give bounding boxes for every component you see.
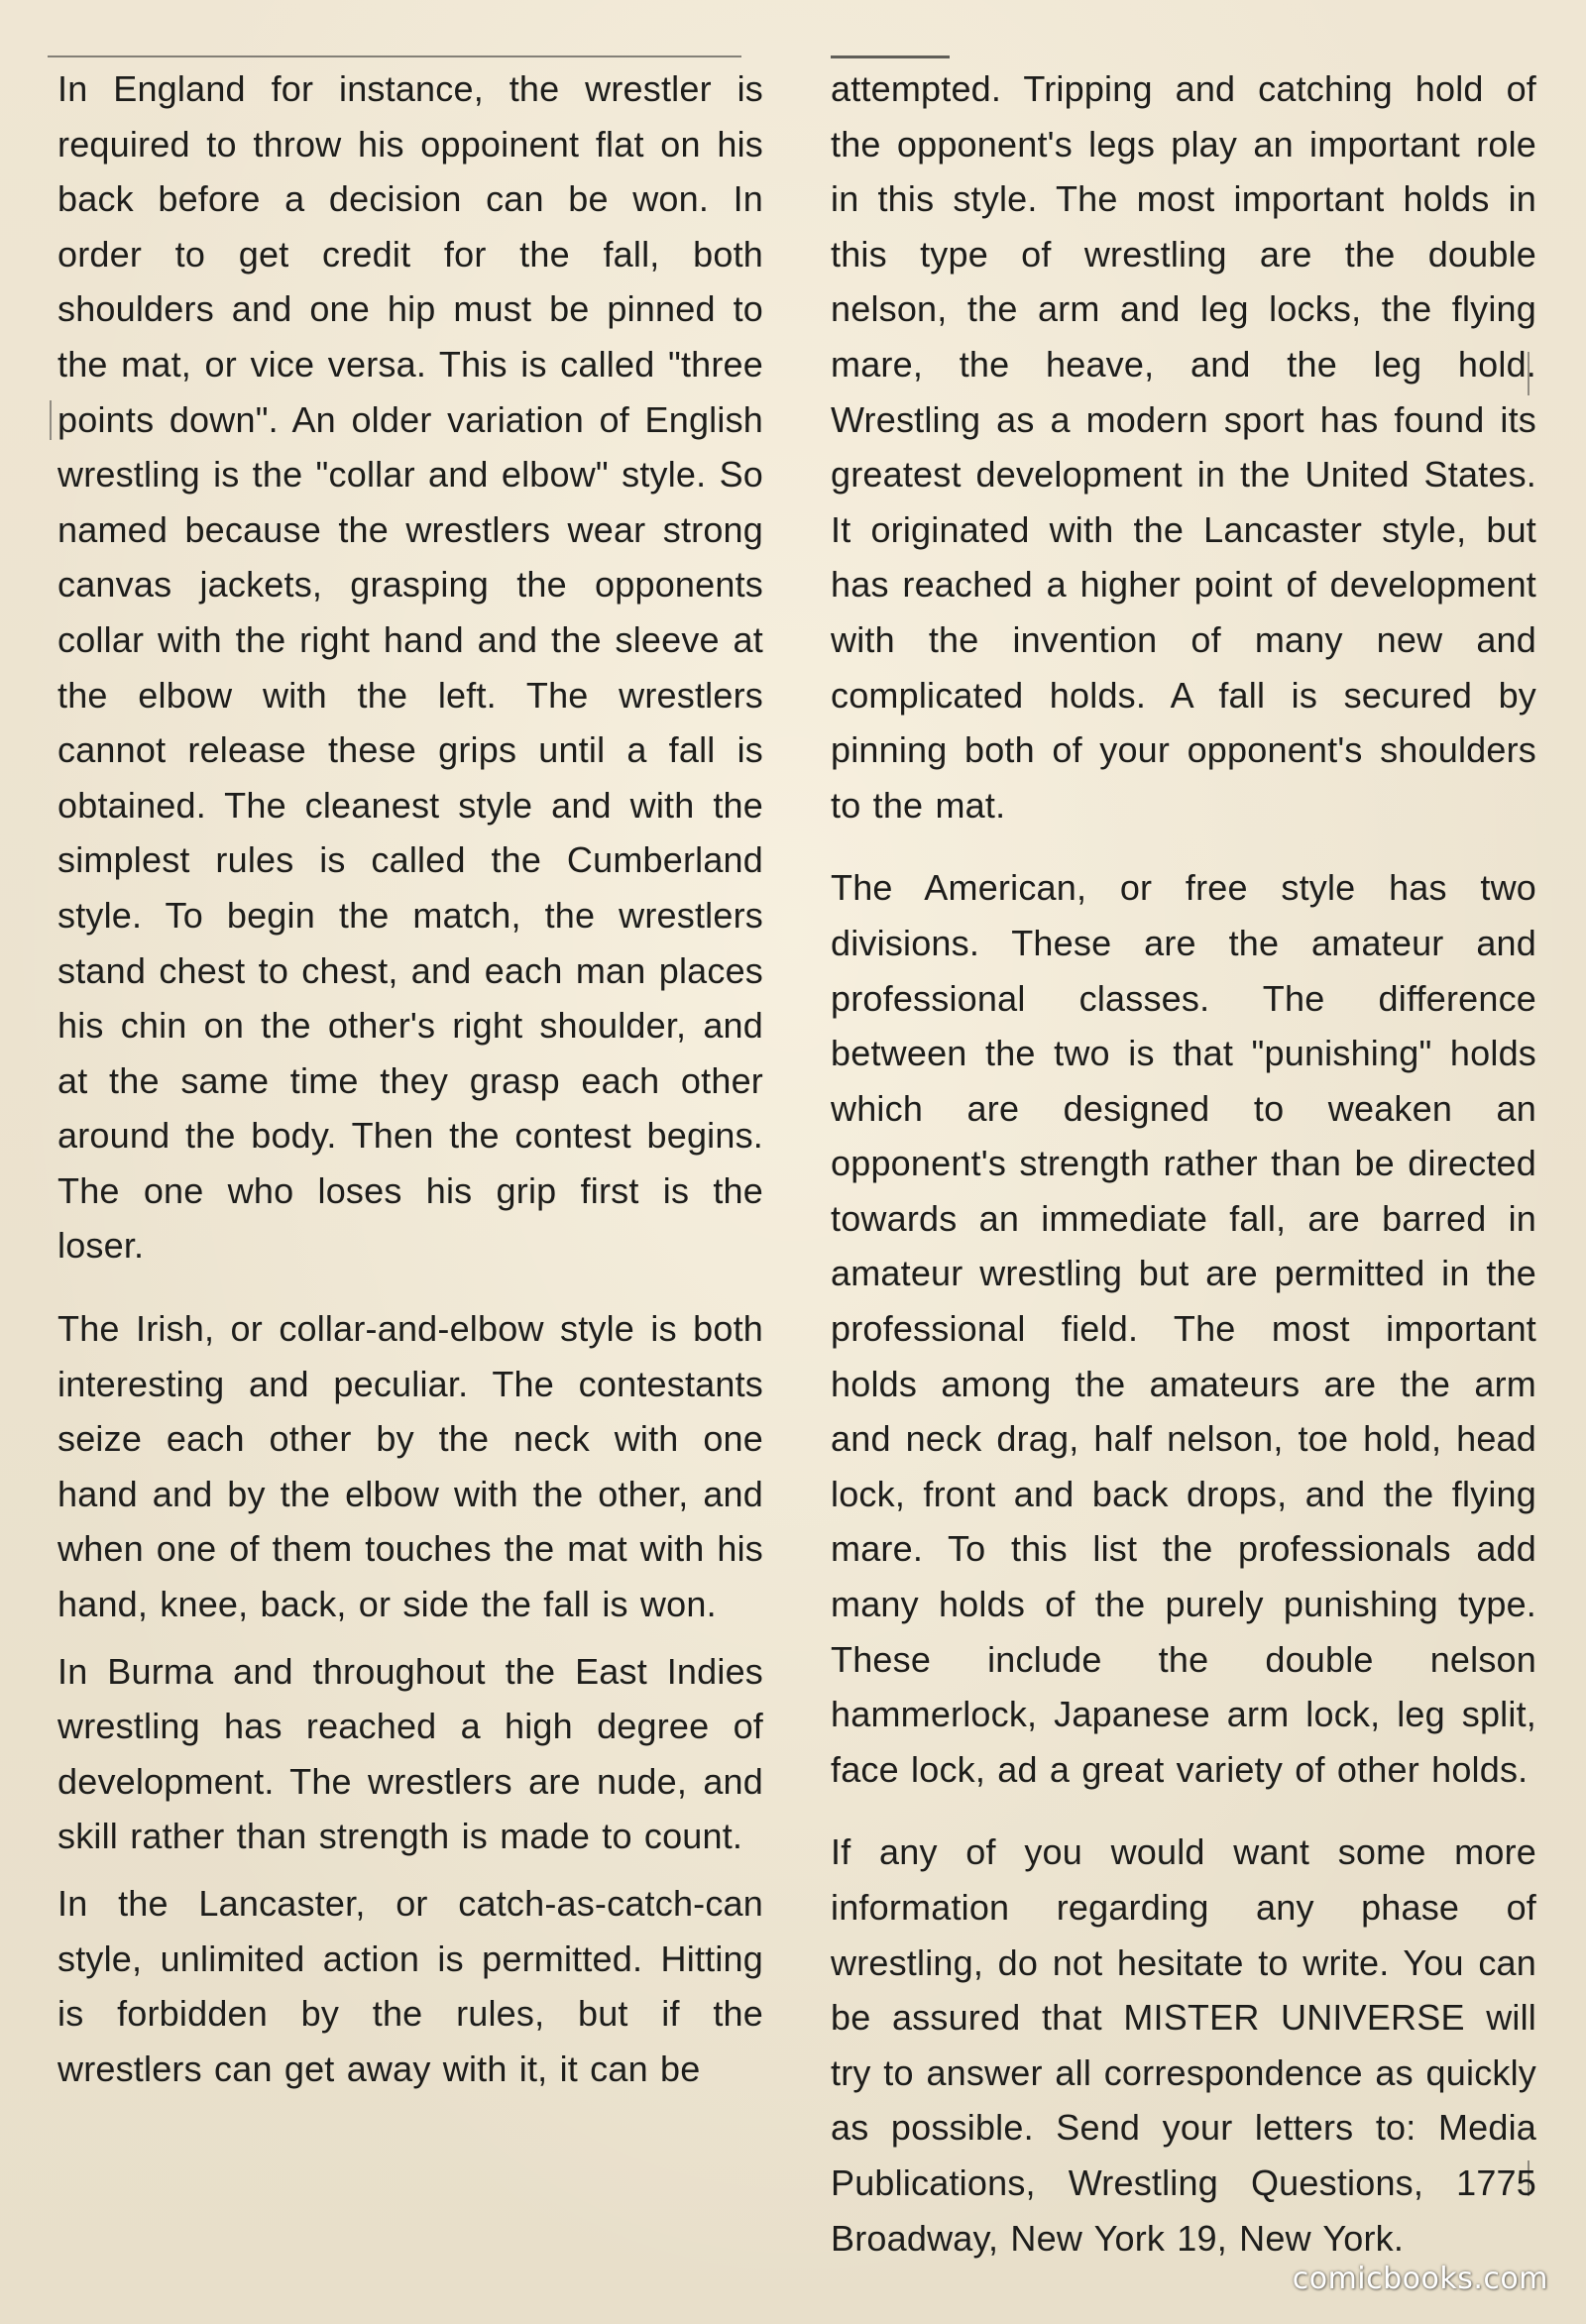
paragraph-lancaster-style: In the Lancaster, or catch-as-catch-can style, unlimited action is permitted. Hitting is forbidden by the rules, but if the wrestlers can get away with it, it can be	[57, 1883, 763, 2089]
margin-mark	[50, 400, 52, 440]
paragraph-irish-style: The Irish, or collar-and-elbow style is both interesting and peculiar. The contestants seize each other by the neck with one hand and by the elbow with the other, and when one of them touches the mat with his hand, knee, back, or side the fall is won.	[57, 1308, 763, 1625]
paragraph-lancaster-continued: attempted. Tripping and catching hold of the opponent's legs play an important role in this style. The most important holds in this type of wrestling are the double nelson, the arm and leg locks, the flying mare, the heave, and the leg hold. Wrestling as a modern sport has found its greatest development in the United States. It originated with the Lancaster style, but has reached a higher point of development with the invention of many new and complicated holds. A fall is secured by pinning both of your opponent's shoulders to the mat.	[831, 68, 1536, 826]
left-text-column	[57, 61, 763, 2096]
paragraph-burma-style: In Burma and throughout the East Indies wrestling has reached a high degree of development. The wrestlers are nude, and skill rather than strength is made to count.	[57, 1650, 763, 1857]
paragraph-england-styles: In England for instance, the wrestler is required to throw his oppoinent flat on his back before a decision can be won. In order to get credit for the fall, both shoulders and one hip must be pinned to the mat, or vice versa. This is called "three points down". An older variation of English wrestling is the "collar and elbow" style. So named because the wrestlers wear strong canvas jackets, grasping the opponents collar with the right hand and the sleeve at the elbow with the left. The wrestlers cannot release these grips until a fall is obtained. The cleanest style and with the simplest rules is called the Cumberland style. To begin the match, the wrestlers stand chest to chest, and each man places his chin on the other's right shoulder, and at the same time they grasp each other around the body. Then the contest begins. The one who loses his grip first is the loser.	[57, 68, 763, 1267]
site-watermark: comicbooks.com	[1292, 2262, 1548, 2296]
paragraph-correspondence: If any of you would want some more information regarding any phase of wrestling, do not hesitate to write. You can be assured that MISTER UNIVERSE will try to answer all correspondence as quickly as possible. Send your letters to: Media Publications, Wrestling Questions, 1775 Broadway, New York 19, New York.	[831, 1831, 1536, 2259]
paragraph-american-style: The American, or free style has two divisions. These are the amateur and professional classes. The difference between the two is that "punishing" holds which are designed to weaken an opponent's strength rather than be directed towards an immediate fall, are barred in amateur wrestling but are permitted in the professional field. The most important holds among the amateurs are the arm and neck drag, half nelson, toe hold, head lock, front and back drops, and the flying mare. To this list the professionals add many holds of the purely punishing type. These include the double nelson hammerlock, Japanese arm lock, leg split, face lock, ad a great variety of other holds.	[831, 867, 1536, 1790]
right-text-column	[831, 61, 1536, 2266]
